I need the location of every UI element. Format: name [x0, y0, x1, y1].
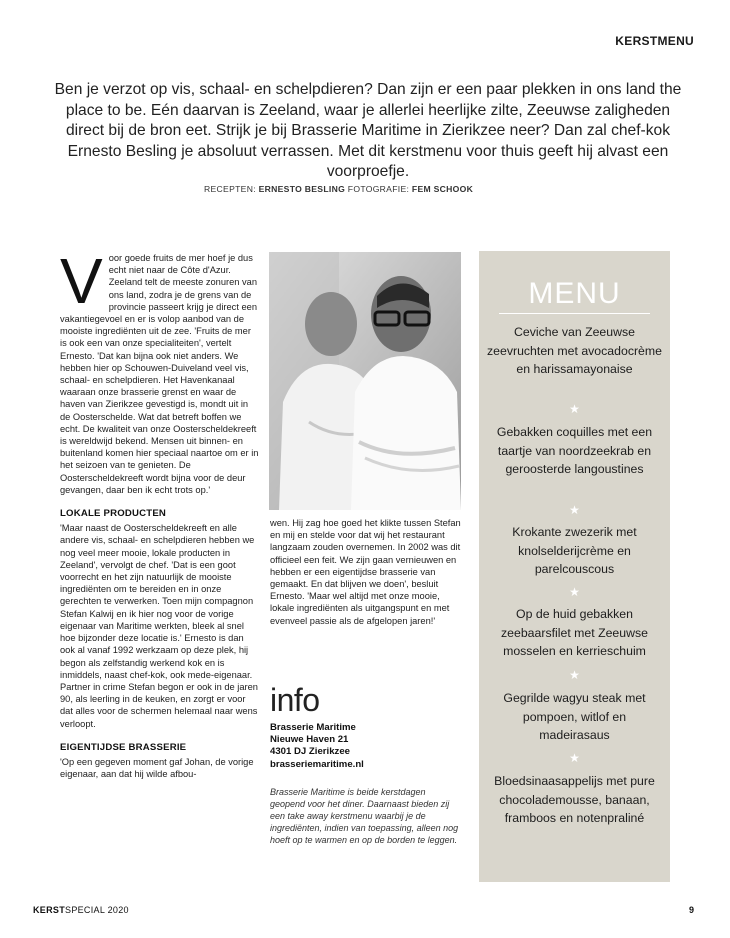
footer-brand-bold: KERST — [33, 905, 66, 915]
menu-dish-3: Krokante zwezerik met knolselderijcrème en parelcouscous — [512, 525, 637, 576]
section-tag: KERSTMENU — [615, 34, 694, 48]
photo-label: FOTOGRAFIE: — [347, 184, 410, 194]
star-icon: ★ — [569, 751, 580, 765]
page-number: 9 — [688, 905, 694, 915]
menu-dish-5: Gegrilde wagyu steak met pompoen, witlof en madeirasaus — [503, 691, 646, 742]
info-city: 4301 DJ Zierikzee — [270, 746, 351, 758]
star-icon: ★ — [569, 585, 580, 599]
article-paragraph-2: 'Maar naast de Oosterscheldekreeft en alle andere vis, schaal- en schelpdieren hebben we nog veel meer mooie, lokale producten in Zeeland', vervolgt de chef. 'Dat is een goot voorrecht en het zijn natuurlijk de mooiste ingrediënten om te bereiden en in onze gerechten te verwerken. Toen mijn compagnon Stefan Kalwij en ik hier nog voor de vorige eigenaar van Maritime werkten, bleek al snel hoe bijzonder deze locatie is.' Ernesto is dan ook al vanaf 1992 werkzaam op deze plek, hij begon als zelfstandig werkend kok en is inmiddels, naast chef-kok, ook mede-eigenaar. Partner in crime Stefan begon er ook in de jaren 90, als leerling in de keuken, en zorgt er voor dat alles voor de schermen helemaal naar wens verloopt. — [60, 523, 258, 729]
intro-text: Ben je verzot op vis, schaal- en schelpdieren? Dan zijn er een paar plekken in ons land the place to be. Eén daarvan is Zeeland, waar je allerlei heerlijke zilte, Zeeuwse zaligheden direct bij de bron eet. Strijk je bij Brasserie Maritime in Zierikzee neer? Dan zal chef-kok Ernesto Besling je absoluut verrassen. Met dit kerstmenu voor thuis geeft hij alvast een voorproefje. — [54, 81, 682, 180]
menu-dish-1: Ceviche van Zeeuwse zeevruchten met avocadocrème en harissamayonaise — [487, 325, 662, 376]
info-note: Brasserie Maritime is beide kerstdagen geopend voor het diner. Daarnaast bieden zij een take away kerstmenu waarbij je de ingrediënten, indien van toepassing, alleen nog hoeft op te warmen en op de borden te leggen. — [270, 787, 459, 845]
menu-title: MENU — [528, 277, 621, 310]
info-website: brasseriemaritime.nl — [270, 758, 364, 770]
article-paragraph-1: oor goede fruits de mer hoef je dus echt niet naar de Côte d'Azur. Zeeland telt de meeste zonuren van ons land, zodra je de grens van de provincie passeert krijg je direct een vakantiegevoel en er is volop aanbod van de mooiste ingrediënten uit de zee. 'Fruits de mer is ook een van onze specialiteiten', vertelt Ernesto. 'Dat kan bijna ook niet anders. We hebben hier op Schouwen-Duiveland veel vis, schaal- en schelpdieren. Het Havenkanaal waaraan onze brasserie grenst en waar de haven van Zierikzee gevestigd is, mondt uit in de Oosterschelde. Wat dat betreft boffen we echt. De kwaliteit van onze Oosterscheldekreeft is wereldwijd bekend. Mensen uit binnen- en buitenland komen hier speciaal naartoe om er in het seizoen van te genieten. De Oosterscheldekreeft wordt bijna voor de deur gevangen, daar ben ik echt trots op.' — [60, 253, 259, 495]
menu-dish-4: Op de huid gebakken zeebaarsfilet met Zeeuwse mosselen en kerrieschuim — [501, 607, 648, 658]
article-paragraph-4: wen. Hij zag hoe goed het klikte tussen Stefan en mij en stelde voor dat wij het restaurant langzaam zouden overnemen. In 2002 was dit officieel een feit. We zijn gaan vernieuwen en hebben er een eigentijdse brasserie van gemaakt. En dat blijven we doen', besluit Ernesto. 'Maar wel altijd met onze mooie, lokale ingrediënten als uitgangspunt en met evenveel passie als de afgelopen jaren!' — [270, 518, 461, 626]
menu-dish-2: Gebakken coquilles met een taartje van noordzeekrab en geroosterde langoustines — [496, 425, 653, 476]
recipes-name: ERNESTO BESLING — [258, 184, 346, 194]
star-icon: ★ — [569, 402, 580, 416]
menu-dish-6: Bloedsinaasappelijs met pure chocolademousse, banaan, framboos en notenpraliné — [494, 774, 655, 825]
info-box — [270, 722, 460, 771]
menu-panel — [479, 251, 670, 882]
subhead-lokale-producten: LOKALE PRODUCTEN — [60, 508, 167, 520]
info-name: Brasserie Maritime — [270, 722, 356, 733]
menu-divider — [499, 313, 650, 314]
article-paragraph-3: 'Op een gegeven moment gaf Johan, de vorige eigenaar, aan dat hij wilde afbou- — [60, 756, 254, 780]
footer-brand-rest: SPECIAL 2020 — [65, 905, 129, 915]
subhead-eigentijdse-brasserie: EIGENTIJDSE BRASSERIE — [60, 741, 187, 753]
star-icon: ★ — [569, 503, 580, 517]
star-icon: ★ — [569, 668, 580, 682]
dropcap: V — [60, 245, 103, 317]
footer-brand — [33, 905, 129, 915]
recipes-label: RECEPTEN: — [204, 184, 256, 194]
chefs-photo — [269, 252, 461, 510]
article-column-left — [60, 245, 260, 780]
credits-line — [204, 184, 473, 194]
info-title: info — [270, 682, 320, 718]
photo-name: FEM SCHOOK — [411, 184, 474, 194]
info-street: Nieuwe Haven 21 — [270, 734, 349, 746]
article-column-middle — [270, 517, 466, 627]
